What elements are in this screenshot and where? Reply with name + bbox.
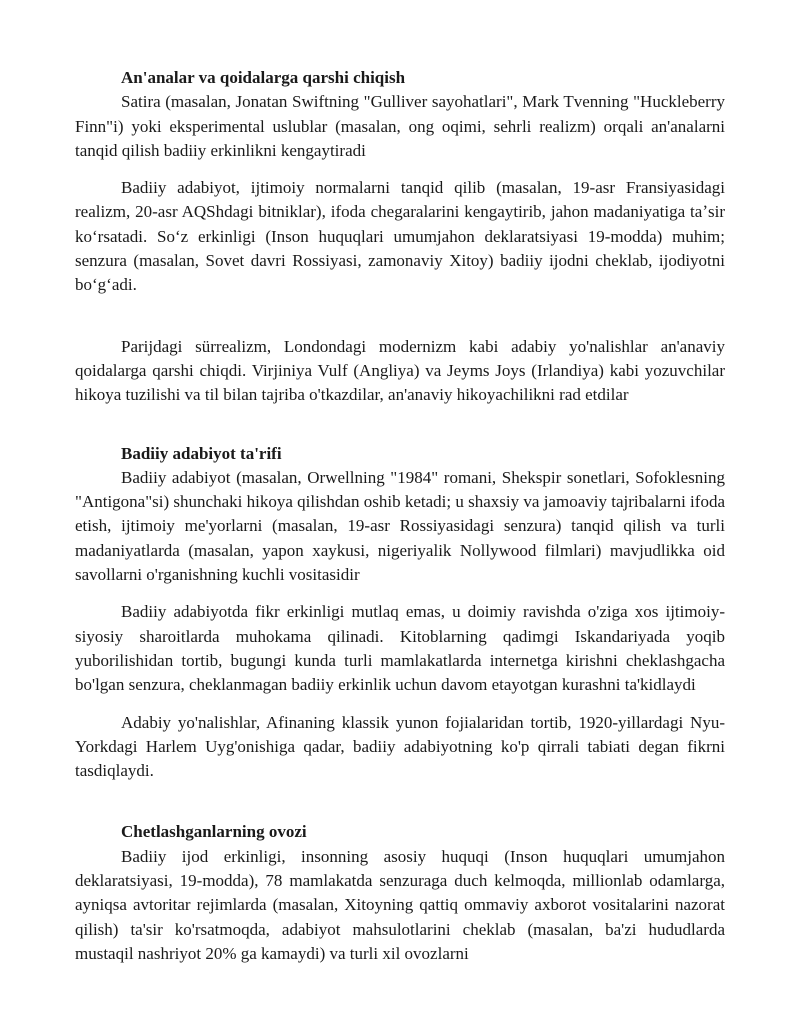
- paragraph-freedom: Badiiy adabiyotda fikr erkinligi mutlaq emas, u doimiy ravishda o'ziga xos ijtimoiy-siyosiy sharoitlarda muhokama qilinadi. Kitoblarning qadimgi Iskandariyada yoqib yuborilishidan tortib, bugungi kunda turli mamlakatlarda internetga kirishni cheklashgacha bo'lgan senzura, cheklanmagan badiiy erkinlik uchun davom etayotgan kurashni ta'kidlaydi: [75, 602, 725, 695]
- section-heading-definition: Badiiy adabiyot ta'rifi: [121, 443, 282, 463]
- section-heading-voices: Chetlashganlarning ovozi: [121, 822, 307, 842]
- paragraph-voices: Badiiy ijod erkinligi, insonning asosiy huquqi (Inson huquqlari umumjahon deklaratsiyasi, 19-modda), 78 mamlakatda senzuraga duch kelmoqda, millionlab odamlarga, ayniqsa avtoritar rejimlarda (masalan, Xitoyning qattiq ommaviy axborot vositalarini nazorat qilish) ta'sir ko'rsatmoqda, adabiyot mahsulotlarini cheklab (masalan, ba'zi hududlarda mustaqil nashriyot 20% ga kamaydi) va turli xil ovozlarni: [75, 846, 725, 963]
- paragraph-satire: Satira (masalan, Jonatan Swiftning "Gulliver sayohatlari", Mark Tvenning "Huckleberry Finn"i) yoki eksperimental uslublar (masalan, ong oqimi, sehrli realizm) orqali an'analarni tanqid qilish badiiy erkinlikni kengaytiradi: [75, 92, 725, 160]
- paragraph-social-norms: Badiiy adabiyot, ijtimoiy normalarni tanqid qilib (masalan, 19-asr Fransiyasidagi realizm, 20-asr AQShdagi bitniklar), ifoda chegaralarini kengaytirib, jahon madaniyatiga taʼsir koʻrsatadi. Soʻz erkinligi (Inson huquqlari umumjahon deklaratsiyasi 19-modda) muhim; senzura (masalan, Sovet davri Rossiyasi, zamonaviy Xitoy) badiiy ijodni cheklab, ijodiyotni boʻgʻadi.: [75, 178, 725, 295]
- paragraph-surrealism: Parijdagi sürrealizm, Londondagi modernizm kabi adabiy yo'nalishlar an'anaviy qoidalarga qarshi chiqdi. Virjiniya Vulf (Angliya) va Jeyms Joys (Irlandiya) kabi yozuvchilar hikoya tuzilishi va til bilan tajriba o'tkazdilar, an'anaviy hikoyachilikni rad etdilar: [75, 336, 725, 405]
- section-heading-traditions: An'analar va qoidalarga qarshi chiqish: [121, 68, 406, 87]
- paragraph-definition: Badiiy adabiyot (masalan, Orwellning "1984" romani, Shekspir sonetlari, Sofoklesning "Antigona"si) shunchaki hikoya qilishdan oshib ketadi; u shaxsiy va jamoaviy tajribalarni ifoda etish, ijtimoiy me'yorlarni (masalan, 19-asr Rossiyasidagi senzura) tanqid qilish va turli madaniyatlarda (masalan, yapon xaykusi, nigeriyalik Nollywood filmlari) mavjudlikka oid savollarni o'rganishning kuchli vositasidir: [75, 467, 725, 585]
- paragraph-movements: Adabiy yo'nalishlar, Afinaning klassik yunon fojialaridan tortib, 1920-yillardagi Nyu-Yorkdagi Harlem Uyg'onishiga qadar, badiiy adabiyotning ko'p qirrali tabiati degan fikrni tasdiqlaydi.: [75, 712, 725, 781]
